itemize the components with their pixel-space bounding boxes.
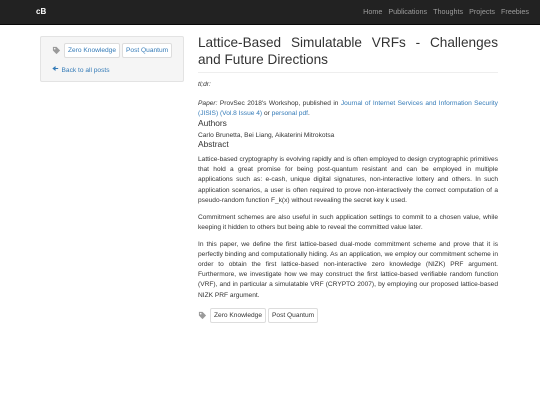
back-link-label: Back to all posts bbox=[61, 67, 110, 74]
nav-publications-link[interactable]: Publications bbox=[388, 7, 428, 16]
bottom-tag-row bbox=[198, 308, 498, 323]
paper-text-1: ProvSec 2018's Workshop, published in bbox=[217, 100, 341, 107]
tags-icon bbox=[198, 311, 207, 320]
arrow-left-icon: 🠈 bbox=[52, 66, 59, 73]
personal-pdf-link[interactable]: personal pdf bbox=[271, 109, 308, 117]
sidebar-tag-post-quantum[interactable]: Post Quantum bbox=[122, 43, 172, 58]
authors-heading: Authors bbox=[198, 118, 227, 128]
journal-link[interactable]: Journal of Internet Services and Information Security (JISIS) (Vol.8 Issue 4) bbox=[198, 100, 498, 117]
nav-freebies-link[interactable]: Freebies bbox=[501, 7, 529, 16]
post-content bbox=[198, 34, 498, 323]
nav-projects-link[interactable]: Projects bbox=[469, 7, 496, 16]
brand-logo[interactable]: cB bbox=[36, 7, 47, 16]
paper-label: Paper: bbox=[198, 100, 218, 107]
tags-icon bbox=[52, 46, 61, 55]
abstract-heading: Abstract bbox=[198, 139, 229, 149]
title-divider bbox=[198, 72, 498, 73]
tldr-label: tl;dr: bbox=[198, 81, 211, 88]
post-title: Lattice-Based Simulatable VRFs - Challenges and Future Directions bbox=[198, 35, 498, 67]
abstract-paragraph-2: Commitment schemes are also useful in such application settings to commit to a chosen value, while keeping it hidden to others but being able to reveal the committed value later. bbox=[198, 213, 498, 231]
sidebar-tag-zero-knowledge[interactable]: Zero Knowledge bbox=[64, 43, 120, 58]
paper-text-3: . bbox=[307, 109, 310, 117]
nav-links bbox=[357, 0, 529, 24]
paper-info bbox=[198, 99, 498, 118]
bottom-tag-zero-knowledge[interactable]: Zero Knowledge bbox=[210, 308, 266, 323]
nav-thoughts-link[interactable]: Thoughts bbox=[433, 7, 464, 16]
navbar bbox=[0, 0, 540, 25]
paper-text-2: or bbox=[262, 109, 272, 117]
sidebar-tag-row bbox=[52, 43, 174, 58]
abstract-paragraph-3: In this paper, we define the first lattice-based dual-mode commitment scheme and prove that it is perfectly binding and computationally hiding. As an application, we employ our commitment scheme in order to obtain the first lattice-based non-interactive zero knowledge (NIZK) PRF argument. Furthermore, we investigate how we may construct the first lattice-based verifiable random function (VRF), and in particular a simulatable VRF (CRYPTO 2007), by employing our proposed lattice-based NIZK PRF argument. bbox=[198, 240, 498, 299]
bottom-tag-post-quantum[interactable]: Post Quantum bbox=[268, 308, 318, 323]
authors-list: Carlo Brunetta, Bei Liang, Aikaterini Mitrokotsa bbox=[198, 132, 335, 139]
abstract-paragraph-1: Lattice-based cryptography is evolving rapidly and is often employed to design cryptographic primitives that hold a great promise for being post-quantum resistant and can be employed in multiple applications such as: e-cash, unique digital signatures, non-interactive lottery and others. In such application scenarios, a user is often required to prove non-interactively the correct computation of a pseudo-random function F_k(x) without revealing the secret key k used. bbox=[198, 156, 498, 204]
back-to-posts-link[interactable] bbox=[52, 65, 110, 76]
sidebar-panel bbox=[40, 36, 184, 82]
nav-home-link[interactable]: Home bbox=[363, 7, 383, 16]
